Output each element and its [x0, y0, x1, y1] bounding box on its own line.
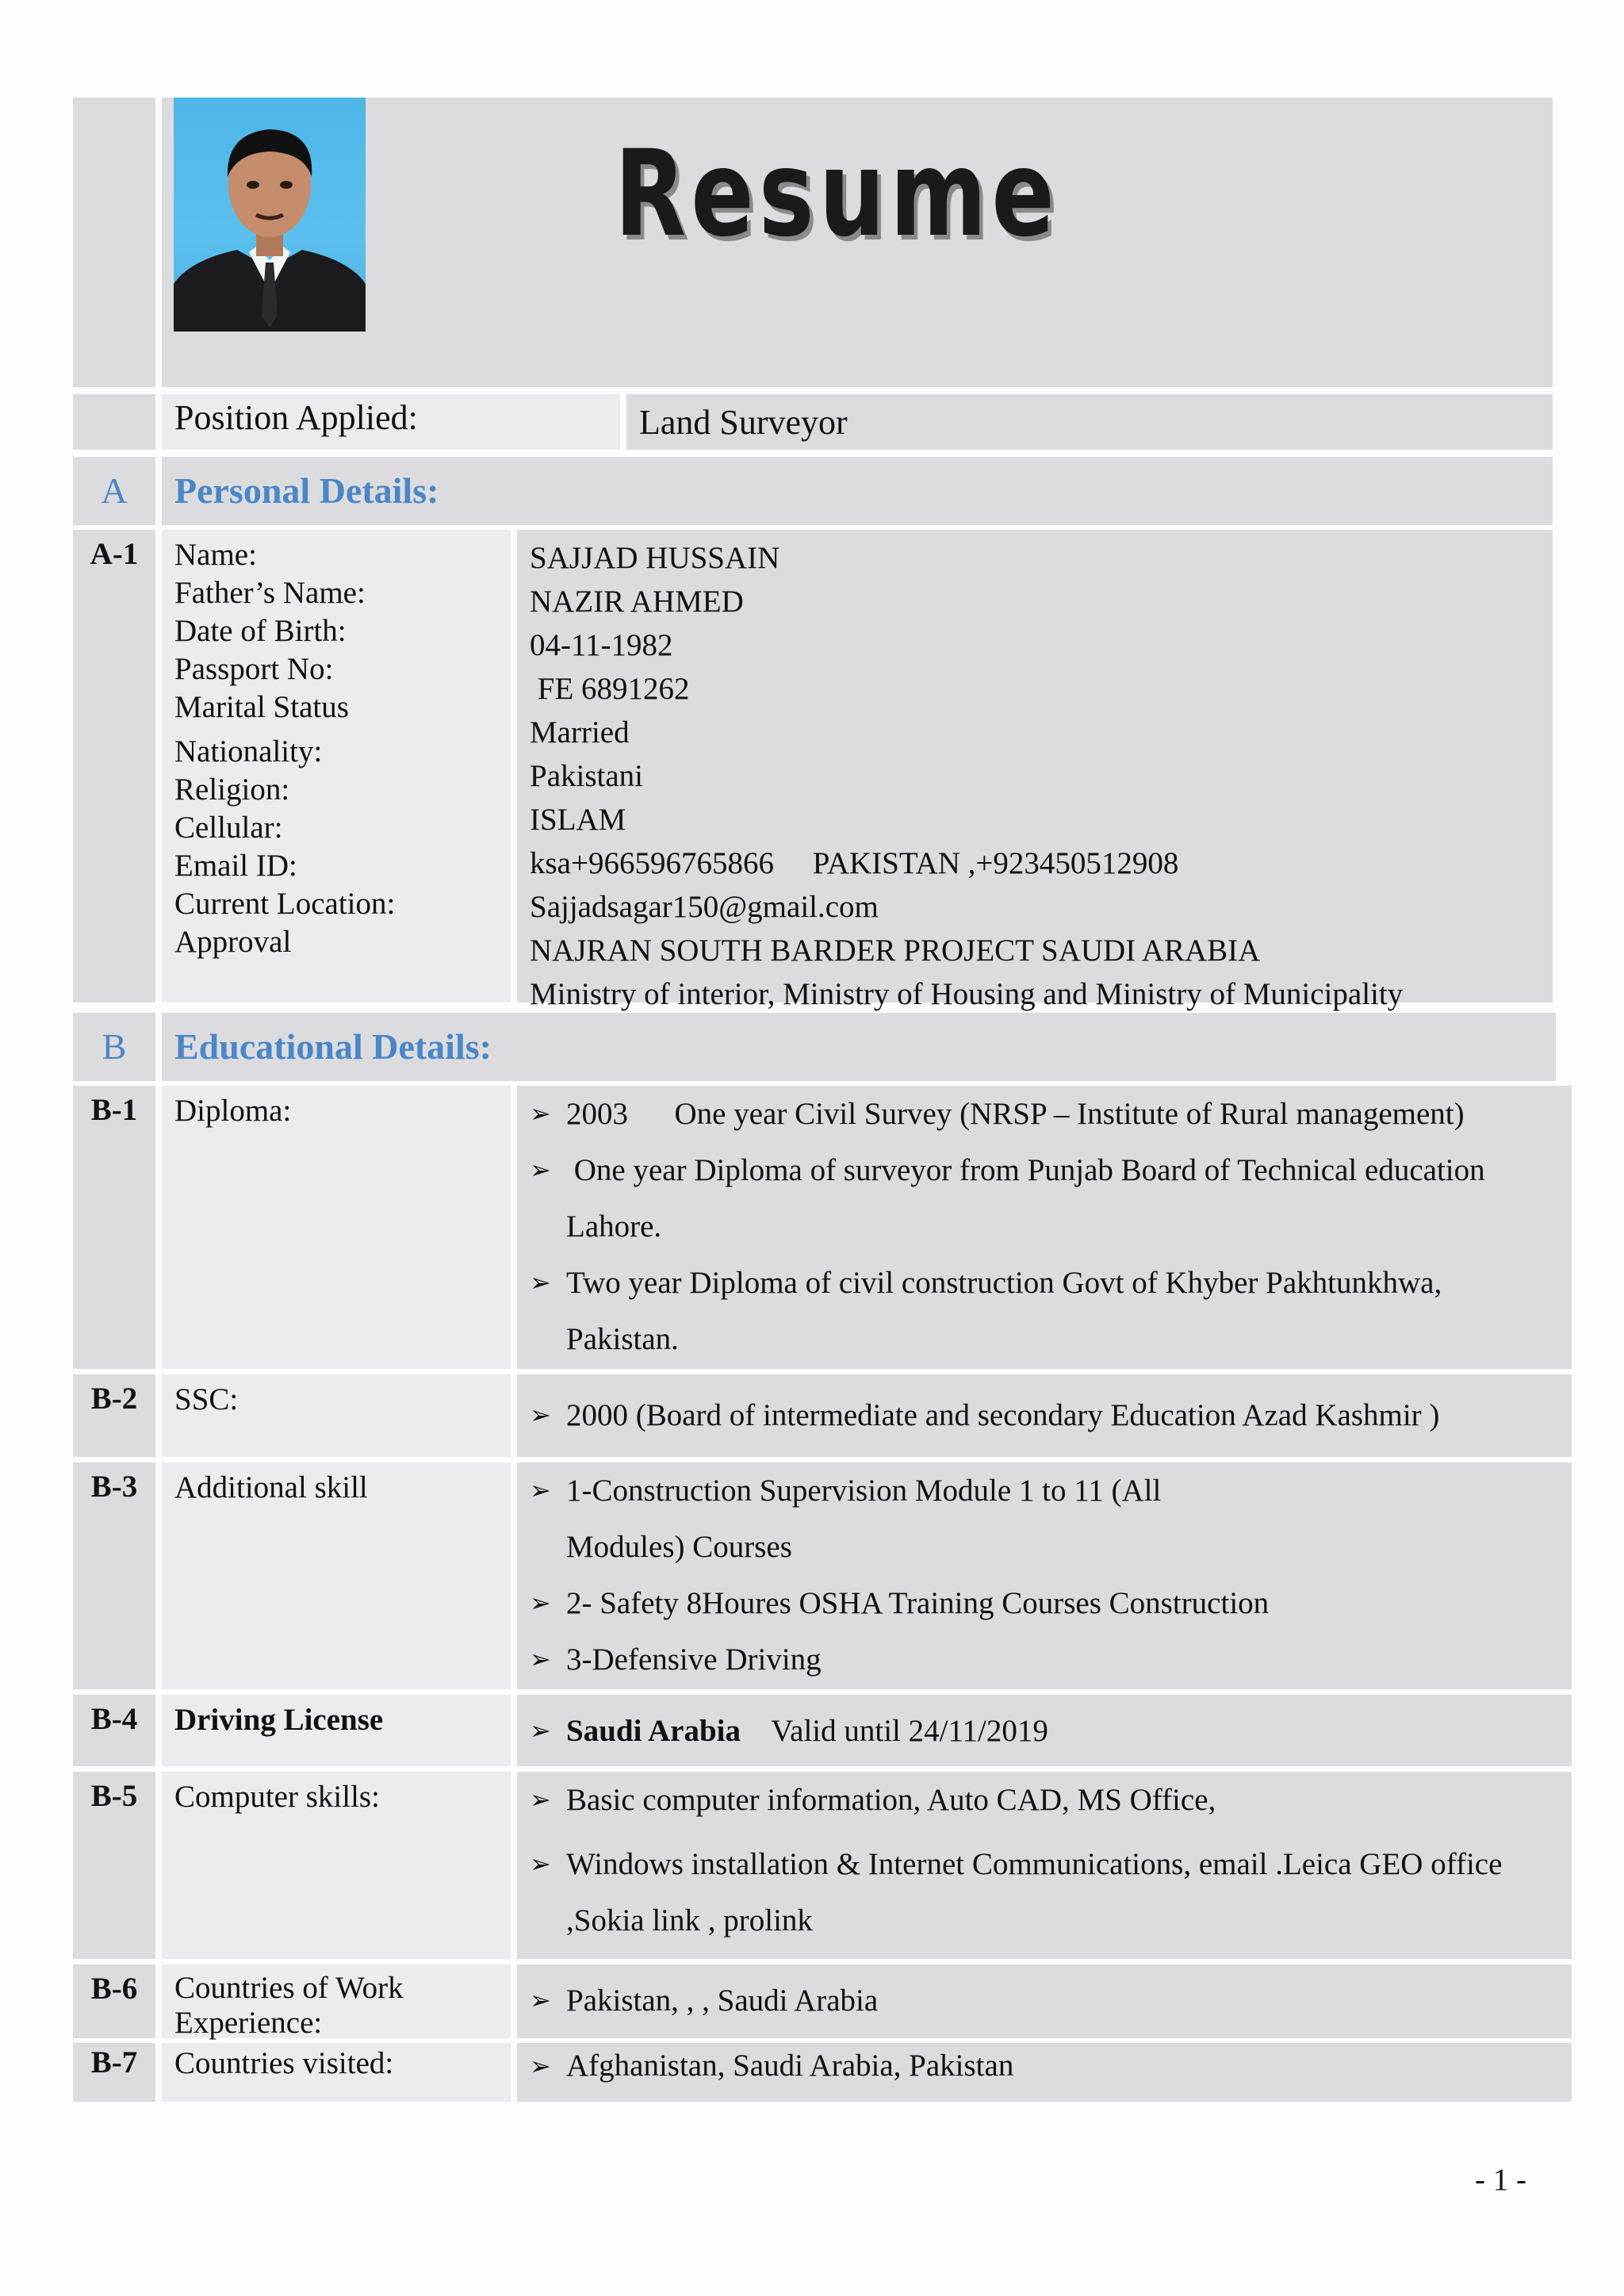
value-cellular: ksa+966596765866 PAKISTAN ,+923450512908 [530, 846, 1179, 880]
section-a-letter-cell [73, 457, 155, 525]
label-nationality: Nationality: [174, 734, 323, 769]
position-code-cell [73, 394, 155, 450]
edu-row-b2-items-cell [517, 1374, 1572, 1457]
label-name: Name: [174, 538, 257, 572]
edu-label: Countries visited: [174, 2046, 394, 2080]
edu-code: B-7 [90, 2045, 138, 2079]
edu-label: Driving License [174, 1703, 384, 1737]
edu-label: Additional skill [174, 1470, 368, 1504]
label-dob: Date of Birth: [174, 614, 347, 648]
label-religion: Religion: [174, 772, 290, 807]
edu-row-b1-items-cell [517, 1086, 1572, 1369]
list-item [517, 1703, 1572, 1759]
edu-row-b2-label-cell [162, 1374, 511, 1457]
license-country: Saudi Arabia [566, 1714, 741, 1748]
list-item: ➢ 1-Construction Supervision Module 1 to 11 (All Modules) Courses [517, 1462, 1254, 1575]
arrow-bullet-icon: ➢ [530, 1715, 551, 1746]
edu-items-list [517, 1086, 1572, 1367]
personal-labels [162, 530, 511, 961]
person-portrait-icon [174, 98, 366, 332]
edu-code: B-5 [90, 1779, 138, 1813]
arrow-bullet-icon: ➢ [530, 1400, 551, 1430]
position-label: Position Applied: [174, 398, 418, 437]
edu-row-b5-code-cell [73, 1772, 155, 1959]
position-value-cell [626, 394, 1553, 450]
edu-row-b1-code-cell [73, 1086, 155, 1369]
arrow-bullet-icon: ➢ [530, 1849, 551, 1879]
arrow-bullet-icon: ➢ [530, 1644, 551, 1674]
header-code-cell [73, 98, 155, 387]
personal-values [517, 530, 1553, 1016]
value-nationality: Pakistani [530, 759, 643, 793]
value-religion: ISLAM [530, 803, 626, 837]
list-item: ➢ Windows installation & Internet Communications, email .Leica GEO office ,Sokia link , prolink [517, 1836, 1572, 1949]
edu-row-b6-items-cell [517, 1964, 1572, 2038]
edu-items-list [517, 2043, 1572, 2089]
edu-row-b3-label-cell [162, 1462, 511, 1689]
position-label-cell [162, 394, 620, 450]
resume-title [615, 125, 1328, 268]
arrow-bullet-icon: ➢ [530, 1098, 551, 1129]
edu-row-b4-code-cell [73, 1695, 155, 1766]
arrow-bullet-icon: ➢ [530, 2051, 551, 2081]
list-item: ➢ Basic computer information, Auto CAD, MS Office, [517, 1772, 1572, 1828]
section-a-title-cell [162, 457, 1553, 525]
value-dob: 04-11-1982 [530, 628, 673, 662]
label-passport: Passport No: [174, 652, 334, 686]
license-validity: Valid until 24/11/2019 [741, 1714, 1048, 1748]
profile-photo [174, 98, 366, 332]
section-a-letter: A [101, 470, 128, 511]
edu-row-b4-label-cell [162, 1695, 511, 1766]
personal-code-cell [73, 530, 155, 1002]
list-item: ➢ One year Diploma of surveyor from Punjab Board of Technical education Lahore. [517, 1142, 1540, 1255]
list-item: ➢ 3-Defensive Driving [517, 1631, 1254, 1688]
edu-label: Countries of Work Experience: [174, 1971, 404, 2040]
arrow-bullet-icon: ➢ [530, 1267, 551, 1297]
list-item: ➢ Pakistan, , , Saudi Arabia [517, 1972, 1572, 2029]
personal-code: A-1 [90, 537, 139, 571]
edu-row-b3-items-cell [517, 1462, 1572, 1689]
list-item: ➢ Two year Diploma of civil construction Govt of Khyber Pakhtunkhwa, Pakistan. [517, 1255, 1540, 1367]
section-a-title: Personal Details: [174, 470, 439, 511]
edu-row-b2-code-cell [73, 1374, 155, 1457]
personal-values-cell [517, 530, 1553, 1011]
list-item: ➢ 2003 One year Civil Survey (NRSP – Institute of Rural management) [517, 1086, 1540, 1142]
section-b-title-cell [162, 1013, 1556, 1081]
label-cellular: Cellular: [174, 811, 283, 845]
edu-row-b6-label-cell [162, 1964, 511, 2038]
arrow-bullet-icon: ➢ [530, 1155, 551, 1185]
value-passport: FE 6891262 [530, 672, 690, 706]
page-number: - 1 - [1475, 2163, 1526, 2197]
label-approval: Approval [174, 925, 292, 959]
arrow-bullet-icon: ➢ [530, 1475, 551, 1505]
edu-row-b7-items-cell [517, 2043, 1572, 2102]
arrow-bullet-icon: ➢ [530, 1784, 551, 1815]
value-name: SAJJAD HUSSAIN [530, 541, 780, 575]
edu-items-list [517, 1695, 1572, 1759]
edu-row-b3-code-cell [73, 1462, 155, 1689]
edu-row-b7-label-cell [162, 2043, 511, 2102]
list-item: ➢ 2000 (Board of intermediate and secondary Education Azad Kashmir ) [517, 1387, 1572, 1443]
section-b-title: Educational Details: [174, 1026, 492, 1067]
label-location: Current Location: [174, 887, 396, 921]
edu-row-b4-items-cell [517, 1695, 1572, 1766]
list-item: ➢ 2- Safety 8Houres OSHA Training Courses Construction [517, 1575, 1254, 1631]
edu-code: B-3 [90, 1470, 138, 1504]
personal-labels-cell [162, 530, 511, 1002]
position-value: Land Surveyor [639, 403, 848, 442]
edu-row-b7-code-cell [73, 2043, 155, 2102]
value-email: Sajjadsagar150@gmail.com [530, 890, 879, 924]
edu-label: SSC: [174, 1382, 239, 1416]
edu-label: Diploma: [174, 1094, 292, 1128]
value-approval: Ministry of interior, Ministry of Housing and Ministry of Municipality [530, 977, 1404, 1011]
label-marital: Marital Status [174, 690, 349, 724]
edu-code: B-6 [90, 1972, 138, 2006]
edu-items-list [517, 1374, 1572, 1443]
resume-title-text: Resume [615, 125, 1060, 263]
edu-row-b6-code-cell [73, 1964, 155, 2038]
value-marital: Married [530, 715, 630, 749]
value-fathers-name: NAZIR AHMED [530, 585, 744, 619]
section-b-letter-cell [73, 1013, 155, 1081]
edu-items-list [517, 1462, 1572, 1688]
label-fathers-name: Father’s Name: [174, 576, 366, 610]
arrow-bullet-icon: ➢ [530, 1985, 551, 2015]
edu-row-b5-label-cell [162, 1772, 511, 1959]
value-location: NAJRAN SOUTH BARDER PROJECT SAUDI ARABIA [530, 933, 1261, 968]
edu-code: B-4 [90, 1702, 138, 1736]
edu-code: B-2 [90, 1382, 138, 1416]
edu-items-list [517, 1964, 1572, 2029]
arrow-bullet-icon: ➢ [530, 1588, 551, 1618]
edu-code: B-1 [90, 1093, 138, 1127]
edu-row-b1-label-cell [162, 1086, 511, 1369]
list-item: ➢ Afghanistan, Saudi Arabia, Pakistan [517, 2043, 1572, 2089]
edu-items-list [517, 1772, 1572, 1949]
edu-label: Computer skills: [174, 1780, 380, 1814]
edu-row-b5-items-cell [517, 1772, 1572, 1959]
section-b-letter: B [102, 1026, 127, 1067]
label-email: Email ID: [174, 849, 297, 883]
